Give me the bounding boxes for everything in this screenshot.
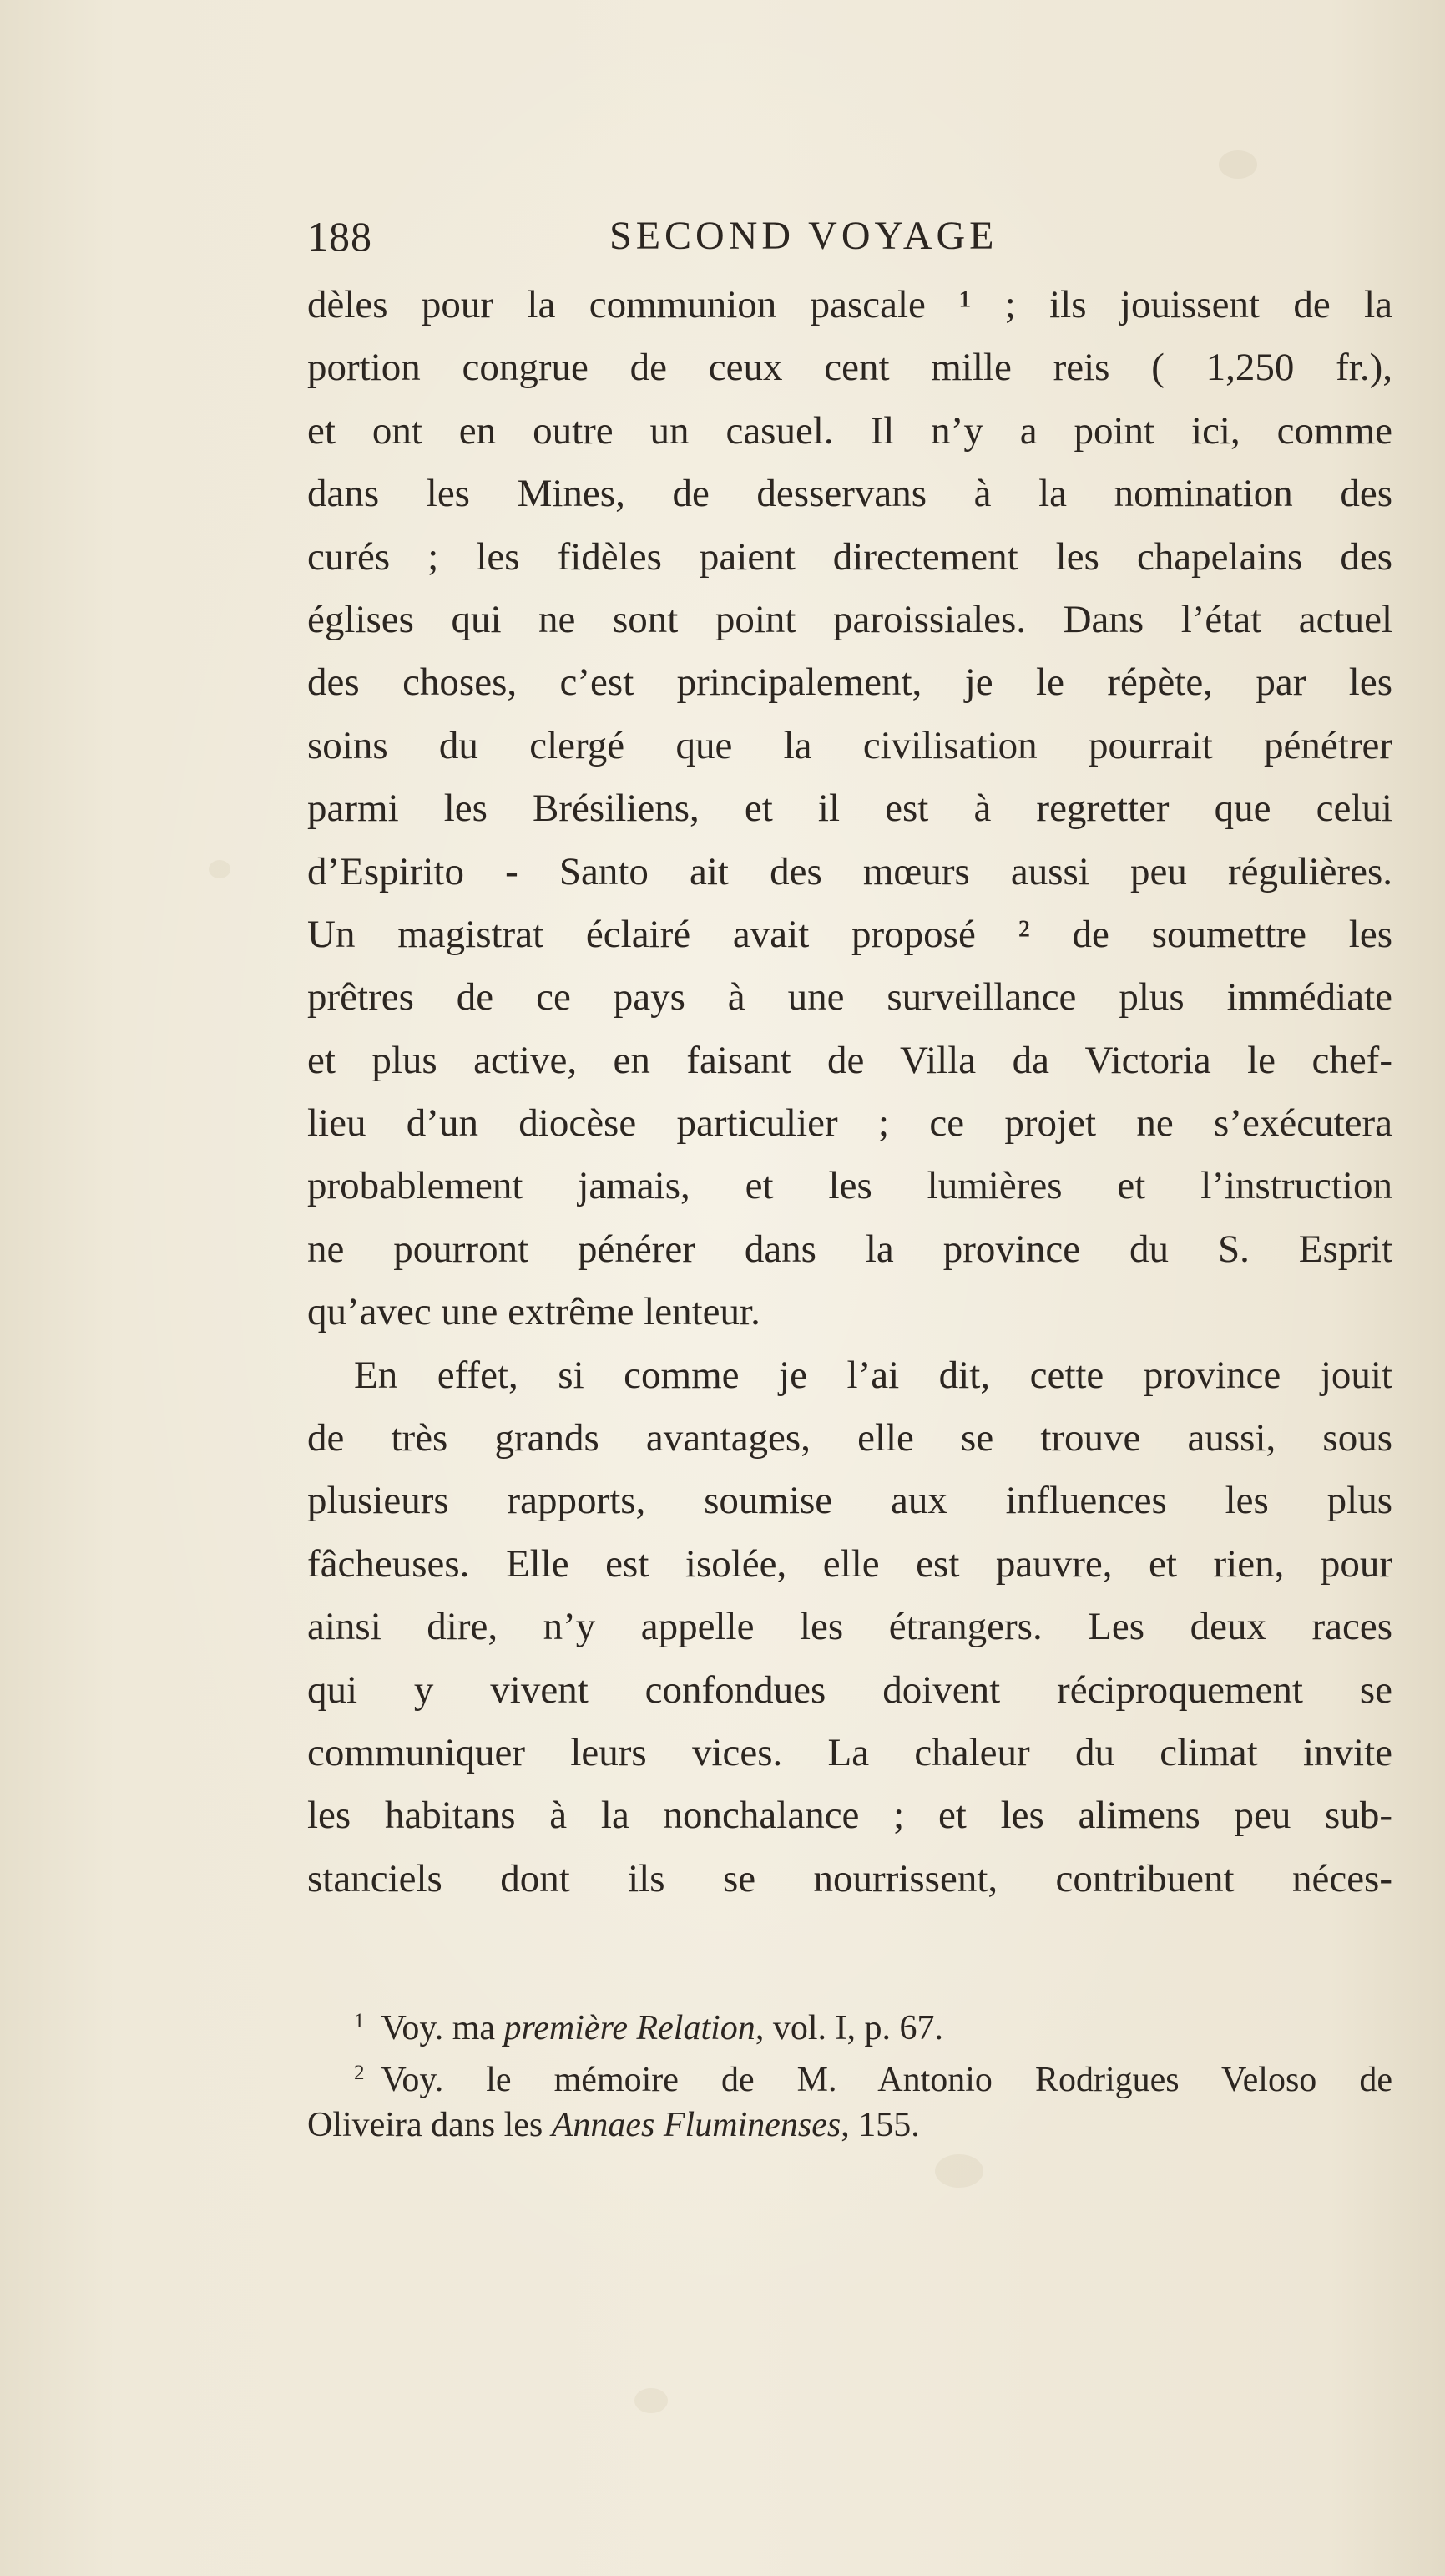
text-line: communiquer leurs vices. La chaleur du climat invite bbox=[307, 1730, 1392, 1774]
text-line: Un magistrat éclairé avait proposé ² de soumettre les bbox=[307, 912, 1392, 956]
footnote-marker: 1 bbox=[354, 2010, 365, 2032]
text-line: plusieurs rapports, soumise aux influences les plus bbox=[307, 1479, 1392, 1523]
paragraph-start-line: En effet, si comme je l’ai dit, cette province jouit bbox=[354, 1353, 1392, 1397]
page-number: 188 bbox=[307, 213, 372, 260]
page-header bbox=[307, 207, 1392, 266]
text-line: fâcheuses. Elle est isolée, elle est pauvre, et rien, pour bbox=[307, 1541, 1392, 1586]
text-line: ne pourront pénérer dans la province du S. Esprit bbox=[307, 1227, 1392, 1271]
footnote-text: Voy. ma bbox=[381, 2009, 504, 2047]
text-line: dans les Mines, de desservans à la nomination des bbox=[307, 472, 1392, 516]
text-line: d’Espirito - Santo ait des mœurs aussi peu régulières. bbox=[307, 849, 1392, 893]
text-line: prêtres de ce pays à une surveillance plus immédiate bbox=[307, 975, 1392, 1020]
footnote-title: première Relation bbox=[503, 2009, 755, 2047]
text-line: parmi les Brésiliens, et il est à regretter que celui bbox=[307, 787, 1392, 831]
text-line: de très grands avantages, elle se trouve aussi, sous bbox=[307, 1416, 1392, 1460]
footnote-text: , vol. I, p. 67. bbox=[755, 2009, 943, 2047]
text-line: probablement jamais, et les lumières et l’instruction bbox=[307, 1164, 1392, 1208]
text-line: des choses, c’est principalement, je le répète, par les bbox=[307, 660, 1392, 705]
footnote-text: , 155. bbox=[841, 2106, 920, 2144]
footnote-2-continued bbox=[307, 2099, 1392, 2151]
footnote-title: Annaes Fluminenses bbox=[551, 2106, 841, 2144]
text-line: églises qui ne sont point paroissiales. Dans l’état actuel bbox=[307, 597, 1392, 641]
text-line: les habitans à la nonchalance ; et les alimens peu sub- bbox=[307, 1794, 1392, 1838]
paper-stain bbox=[935, 2154, 983, 2188]
text-line: curés ; les fidèles paient directement les chapelains des bbox=[307, 534, 1392, 579]
text-line: stanciels dont ils se nourrissent, contribuent néces- bbox=[307, 1856, 1392, 1900]
paper-stain bbox=[209, 860, 230, 878]
running-title: SECOND VOYAGE bbox=[609, 214, 998, 258]
footnote-text: Voy. le mémoire de M. Antonio Rodrigues Veloso de bbox=[381, 2061, 1392, 2099]
text-line: et ont en outre un casuel. Il n’y a point ici, comme bbox=[307, 408, 1392, 453]
text-line: et plus active, en faisant de Villa da Victoria le chef- bbox=[307, 1038, 1392, 1082]
footnotes bbox=[307, 1996, 1392, 2151]
text-line: soins du clergé que la civilisation pourrait pénétrer bbox=[307, 723, 1392, 767]
text-line: qu’avec une extrême lenteur. bbox=[307, 1290, 760, 1334]
footnote-marker: 2 bbox=[354, 2062, 365, 2084]
footnote-2 bbox=[307, 2047, 1392, 2099]
paper-stain bbox=[634, 2388, 668, 2413]
text-line: portion congrue de ceux cent mille reis ( 1,250 fr.), bbox=[307, 346, 1392, 390]
footnote-text: Oliveira dans les bbox=[307, 2106, 552, 2144]
text-line: qui y vivent confondues doivent réciproquement se bbox=[307, 1668, 1392, 1712]
paper-stain bbox=[1219, 150, 1257, 179]
main-text bbox=[307, 274, 1392, 1910]
footnote-1 bbox=[307, 1996, 1392, 2047]
text-line: ainsi dire, n’y appelle les étrangers. Les deux races bbox=[307, 1605, 1392, 1649]
text-line: dèles pour la communion pascale ¹ ; ils jouissent de la bbox=[307, 283, 1392, 326]
text-line: lieu d’un diocèse particulier ; ce projet ne s’exécutera bbox=[307, 1101, 1392, 1146]
